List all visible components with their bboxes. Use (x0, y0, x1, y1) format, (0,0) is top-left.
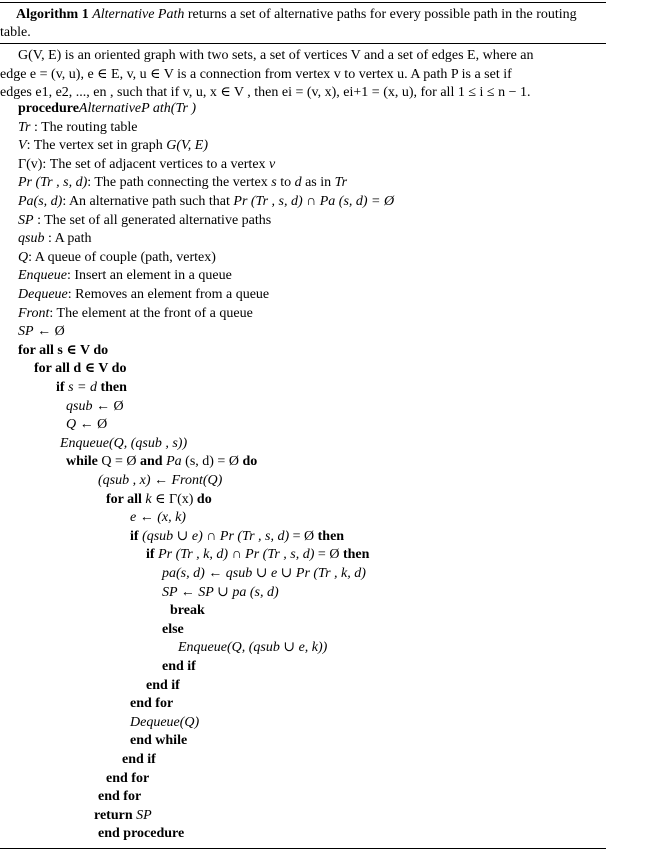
algorithm-line (162, 584, 279, 601)
line-segment: while (66, 454, 102, 470)
algorithm-line (106, 770, 149, 787)
line-segment: s = d (68, 380, 97, 395)
line-segment: end for (130, 696, 174, 712)
algorithm-line (66, 416, 107, 433)
intro-line: edges e1, e2, ..., en , such that if v, u, x ∈ V , then ei = (v, x), ei+1 = (x, u), for all 1 ≤ i ≤ n − 1. (0, 85, 531, 100)
algorithm-line (18, 305, 253, 322)
line-segment: : Removes an element from a queue (67, 287, 270, 302)
algorithm-line (18, 193, 394, 210)
line-segment: end for (106, 770, 150, 786)
line-segment: return (94, 807, 137, 823)
algorithm-line (146, 546, 369, 563)
algorithm-line (178, 639, 327, 656)
algorithm-line (18, 323, 65, 340)
line-segment: Enqueue(Q, (qsub , s)) (60, 435, 188, 451)
algorithm-line (130, 509, 186, 526)
line-segment: Pr (Tr , s, d) (18, 175, 88, 191)
line-segment: : A queue of couple (path, vertex) (28, 249, 216, 265)
line-segment: ← Ø (92, 398, 124, 414)
line-segment: end for (98, 789, 142, 805)
line-segment: for all s ∈ V do (18, 342, 109, 358)
algorithm-line (18, 249, 216, 266)
line-segment: s (271, 175, 277, 191)
line-segment: for all (106, 491, 146, 507)
algorithm-line (162, 621, 184, 638)
line-segment: : A path (44, 231, 92, 247)
algorithm-top-rule (0, 2, 606, 3)
algorithm-line (18, 230, 92, 247)
line-segment: SP ← SP ∪ pa (s, d) (162, 584, 279, 600)
line-segment: end if (146, 677, 180, 693)
line-segment: : The vertex set in graph (26, 138, 167, 154)
algorithm-bottom-rule (0, 848, 606, 849)
algorithm-line (66, 453, 257, 470)
algorithm-line (106, 491, 212, 508)
line-segment: Tr (334, 175, 348, 191)
intro-line: G(V, E) is an oriented graph with two sets, a set of vertices V and a set of edges E, where an (18, 48, 534, 63)
intro-line: edge e = (v, u), e ∈ E, v, u ∈ V is a connection from vertex v to vertex u. A path P is a set if (0, 67, 512, 82)
algorithm-caption-rule (0, 43, 606, 44)
line-segment: = Ø (289, 528, 318, 544)
line-segment: SP (18, 212, 34, 228)
algorithm-line (66, 398, 124, 415)
caption-text-line2: table. (0, 25, 31, 40)
line-segment: (qsub ∪ e) ∩ Pr (Tr , s, d) (142, 528, 290, 544)
line-segment: then (317, 528, 345, 544)
line-segment: do (196, 491, 212, 507)
algorithm-line (18, 119, 138, 136)
line-segment: AlternativeP ath(Tr ) (78, 101, 197, 116)
line-segment: = Ø (314, 547, 343, 563)
line-segment: Dequeue(Q) (130, 714, 200, 730)
algorithm-line (18, 342, 108, 359)
line-segment: end if (162, 659, 196, 674)
line-segment: v (269, 156, 276, 172)
line-segment: Pa(s, d) (18, 194, 63, 209)
line-segment: SP (18, 324, 34, 340)
algorithm-line (130, 528, 344, 545)
line-segment: (qsub , x) ← Front(Q) (98, 473, 223, 488)
line-segment: Tr (18, 119, 31, 135)
line-segment: Pr (Tr , k, d) ∩ Pr (Tr , s, d) (158, 547, 315, 563)
caption-text: returns a set of alternative paths for every possible path in the routing (187, 7, 577, 22)
line-segment: end while (130, 733, 188, 749)
algorithm-line (60, 435, 187, 452)
line-segment: V (18, 138, 27, 154)
line-segment: G(V, E) (166, 138, 208, 154)
line-segment: end if (122, 752, 156, 767)
algorithm-line (130, 695, 173, 712)
line-segment: Q (66, 417, 77, 433)
algorithm-line (146, 677, 180, 694)
line-segment: if (130, 528, 143, 544)
algorithm-line (98, 788, 141, 805)
line-segment: break (170, 603, 205, 619)
line-segment: Enqueue(Q, (qsub ∪ e, k)) (178, 640, 328, 656)
line-segment: end procedure (98, 826, 185, 842)
algorithm-line (56, 379, 127, 396)
line-segment: then (342, 547, 370, 563)
line-segment: Pr (Tr , s, d) ∩ Pa (s, d) = Ø (233, 194, 395, 209)
algorithm-line (18, 267, 232, 284)
algorithm-line (34, 360, 126, 377)
line-segment: qsub (66, 398, 93, 414)
algorithm-line (18, 100, 196, 117)
line-segment: procedure (18, 101, 79, 116)
line-segment: Pa (166, 454, 182, 470)
line-segment: e ← (x, k) (130, 510, 186, 526)
line-segment: Enqueue (18, 268, 67, 284)
line-segment: : Insert an element in a queue (66, 268, 232, 284)
line-segment: : The path connecting the vertex (87, 175, 272, 191)
line-segment: Front (18, 305, 50, 321)
algorithm-name: Alternative Path (92, 7, 185, 22)
line-segment: Γ(v): The set of adjacent vertices to a vertex (18, 156, 270, 172)
line-segment: and (140, 454, 167, 470)
algorithm-line (162, 658, 196, 675)
algorithm-line (130, 732, 187, 749)
line-segment: ← Ø (76, 417, 108, 433)
line-segment: : The set of all generated alternative paths (33, 212, 272, 228)
algorithm-line (162, 565, 366, 582)
line-segment: Dequeue (18, 287, 68, 302)
line-segment: d (294, 175, 302, 191)
algorithm-line (122, 751, 156, 768)
algorithm-caption (16, 6, 577, 23)
algorithm-line (98, 825, 184, 842)
line-segment: : The routing table (30, 119, 138, 135)
line-segment: ← Ø (33, 324, 65, 340)
line-segment: then (96, 380, 127, 395)
algorithm-line (170, 602, 205, 619)
line-segment: k (145, 491, 152, 507)
algorithm-label: Algorithm 1 (16, 7, 89, 22)
algorithm-line (94, 807, 152, 824)
algorithm-line (18, 156, 275, 173)
line-segment: do (242, 454, 258, 470)
line-segment: for all d ∈ V do (34, 361, 127, 377)
line-segment: (s, d) = Ø (181, 454, 243, 470)
algorithm-line (18, 212, 271, 229)
algorithm-line (18, 174, 347, 191)
line-segment: ∈ Γ(x) (151, 491, 197, 507)
line-segment: to (276, 175, 295, 191)
line-segment: qsub (18, 231, 45, 247)
line-segment: as in (301, 175, 335, 191)
algorithm-line (98, 472, 222, 489)
line-segment: Q (18, 249, 29, 265)
line-segment: Q = Ø (101, 454, 141, 470)
line-segment: if (146, 547, 159, 563)
line-segment: : An alternative path such that (62, 194, 234, 209)
algorithm-line (130, 714, 199, 731)
line-segment: if (56, 380, 69, 395)
line-segment: SP (136, 807, 152, 823)
line-segment: pa(s, d) ← qsub ∪ e ∪ Pr (Tr , k, d) (162, 566, 366, 581)
line-segment: else (162, 621, 184, 637)
algorithm-line (18, 137, 208, 154)
algorithm-line (18, 286, 269, 303)
line-segment: : The element at the front of a queue (49, 305, 253, 321)
